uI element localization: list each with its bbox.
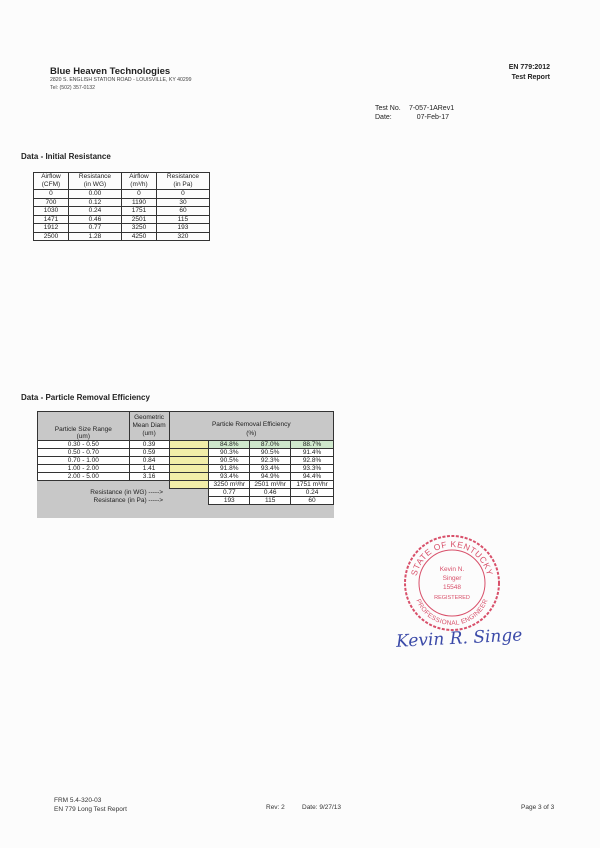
svg-text:Singer: Singer: [442, 575, 462, 582]
svg-text:PROFESSIONAL ENGINEER: PROFESSIONAL ENGINEER: [414, 598, 490, 628]
svg-text:STATE OF KENTUCKY: STATE OF KENTUCKY: [408, 538, 496, 577]
table-row: 0.50 - 0.70 0.59 90.3% 90.5% 91.4%: [38, 449, 334, 457]
col-airflow-cfm: Airflow (CFM): [34, 173, 69, 190]
table-row: 0.30 - 0.50 0.39 84.8% 87.0% 88.7%: [38, 441, 334, 449]
resistance-pa-label: Resistance (in Pa) ----->: [93, 497, 164, 504]
col-resistance-pa: Resistance (in Pa): [156, 173, 209, 190]
svg-text:REGISTERED: REGISTERED: [434, 595, 470, 601]
form-number: FRM 5.4-320-03: [54, 797, 102, 804]
col-resistance-wg: Resistance (in WG): [68, 173, 121, 190]
initial-resistance-table: [33, 172, 210, 241]
revision: Rev: 2: [266, 804, 285, 811]
table-row: 2.00 - 5.00 3.16 93.4% 94.9% 94.4%: [38, 473, 334, 481]
standard-name: EN 779:2012: [508, 64, 550, 71]
test-info: [375, 104, 454, 122]
company-phone: Tel: (502) 357-0132: [50, 85, 95, 91]
resistance-wg-row: Resistance (in WG) -----> 0.77 0.46 0.24: [38, 489, 334, 497]
table-row: 700 0.12 1190 30: [34, 198, 210, 207]
page-number: Page 3 of 3: [521, 804, 555, 811]
table-row: 0.70 - 1.00 0.84 90.5% 92.3% 92.8%: [38, 457, 334, 465]
svg-text:Kevin N.: Kevin N.: [439, 566, 465, 573]
col-particle-size: Particle Size Range (um): [38, 412, 130, 441]
table-row: 0 0.00 0 0: [34, 190, 210, 199]
col-geometric-mean: Geometric Mean Diam (um): [129, 412, 169, 441]
svg-text:15548: 15548: [442, 584, 462, 591]
report-type: Test Report: [511, 73, 550, 81]
col-airflow-m3h: Airflow (m³/h): [121, 173, 156, 190]
date-label: Date:: [375, 114, 392, 121]
table-row: 1030 0.24 1751 60: [34, 207, 210, 216]
table-row: 1912 0.77 3250 193: [34, 224, 210, 233]
initial-resistance-title: Data - Initial Resistance: [21, 152, 111, 161]
particle-removal-title: Data - Particle Removal Efficiency: [21, 393, 150, 402]
resistance-wg-label: Resistance (in WG) ----->: [90, 489, 164, 496]
table-row: 2500 1.28 4250 320: [34, 232, 210, 241]
date-value: 07-Feb-17: [416, 114, 450, 121]
company-name: Blue Heaven Technologies: [50, 66, 171, 77]
test-no-value: 7-057-1ARev1: [408, 105, 455, 112]
table-row: 1.00 - 2.00 1.41 91.8% 93.4% 93.3%: [38, 465, 334, 473]
resistance-pa-row: Resistance (in Pa) -----> 193 115 60: [38, 497, 334, 505]
table-row: 1471 0.46 2501 115: [34, 215, 210, 224]
form-name: EN 779 Long Test Report: [54, 806, 127, 813]
company-address: 2820 S. ENGLISH STATION ROAD - LOUISVILLE, KY 40299: [50, 77, 192, 83]
revision-date: Date: 9/27/13: [302, 804, 342, 811]
test-no-label: Test No.: [375, 105, 401, 112]
col-efficiency: Particle Removal Efficiency (%): [169, 412, 333, 441]
svg-text:Kevin R. Singer P.E.: Kevin R. Singer: [395, 624, 522, 652]
table-header-row: [34, 173, 210, 190]
particle-removal-table: [37, 411, 334, 505]
engineer-signature: [392, 618, 522, 663]
airflow-row: 3250 m³/hr 2501 m³/hr 1751 m³/hr: [38, 481, 334, 489]
standard-block: [509, 63, 550, 82]
